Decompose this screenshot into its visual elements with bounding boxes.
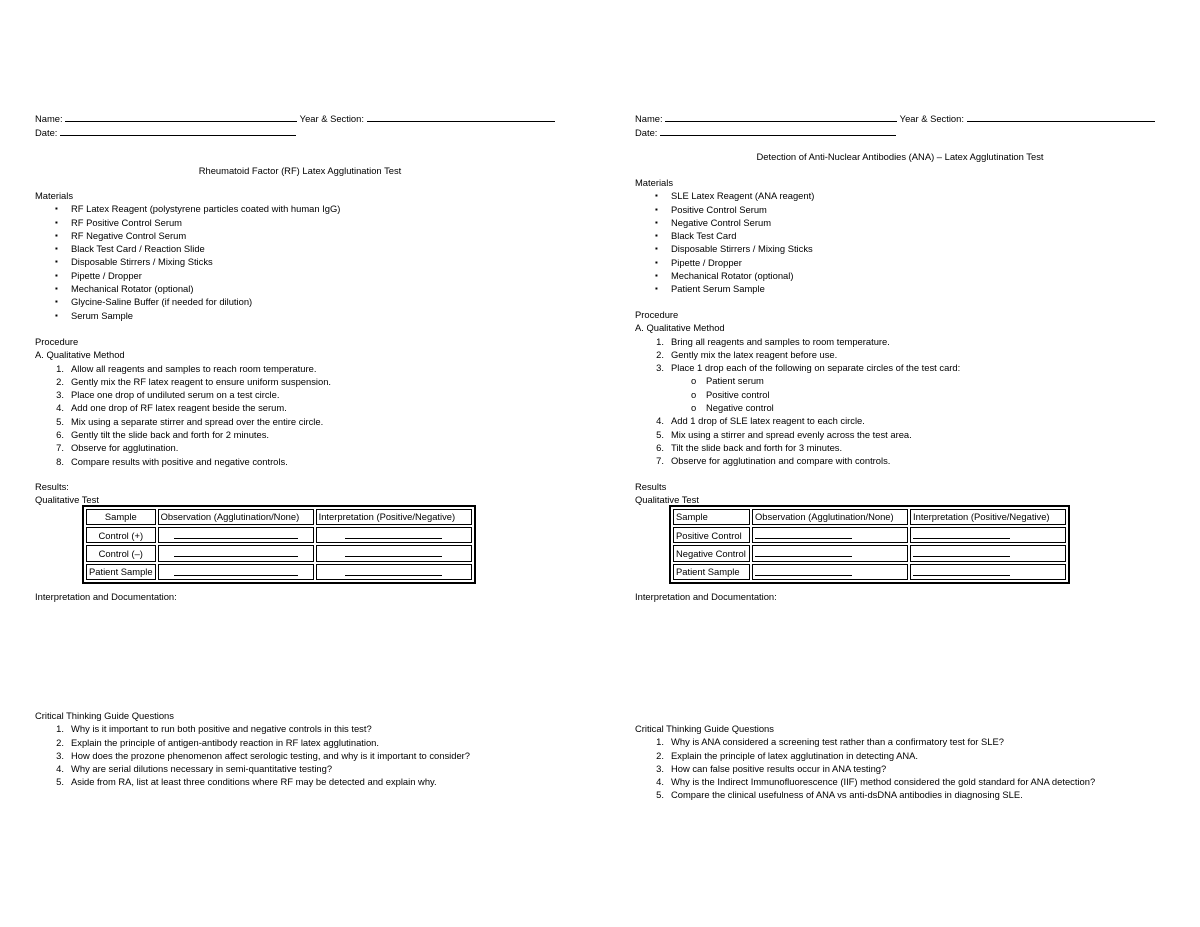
list-item: ▪ Glycine-Saline Buffer (if needed for dilution) [35, 295, 565, 308]
results-table [82, 505, 476, 584]
materials-list [35, 202, 565, 322]
questions-list [35, 722, 565, 788]
questions-list [635, 735, 1165, 801]
list-item: 2. Explain the principle of antigen-antibody reaction in RF latex agglutination. [56, 736, 380, 748]
list-item: ▪ Negative Control Serum [635, 216, 1165, 229]
list-item: ▪ Disposable Stirrers / Mixing Sticks [35, 255, 565, 268]
list-item: o Positive control [635, 388, 1165, 401]
list-item: ▪ Mechanical Rotator (optional) [635, 269, 1165, 282]
table-header-row [673, 509, 1066, 525]
list-item: 5. Mix using a stirrer and spread evenly across the test area. [656, 428, 912, 440]
list-item: ▪ Pipette / Dropper [635, 256, 1165, 269]
name-label: Name: [35, 113, 63, 124]
table-header-cell: Observation (Agglutination/None) [752, 509, 908, 525]
list-item: 6. Tilt the slide back and forth for 3 minutes. [656, 441, 843, 453]
list-item: 1. Why is ANA considered a screening test rather than a confirmatory test for SLE? [656, 736, 1004, 748]
qualitative-heading: Qualitative Test [35, 494, 99, 506]
list-item: ▪ Black Test Card [635, 229, 1165, 242]
procedure-section [635, 308, 1165, 468]
observation-cell[interactable] [158, 564, 314, 580]
list-item: ▪ Black Test Card / Reaction Slide [35, 242, 565, 255]
list-item: 7. Observe for agglutination. [56, 442, 179, 454]
qualitative-heading: Qualitative Test [635, 494, 699, 506]
results-table [669, 505, 1070, 584]
list-item: o Negative control [635, 401, 1165, 414]
procedure-section [35, 335, 565, 468]
table-row [86, 545, 472, 561]
sample-cell: Negative Control [673, 545, 750, 561]
interpretation-cell[interactable] [316, 527, 472, 543]
name-label: Name: [635, 113, 663, 124]
sample-cell: Control (–) [86, 545, 156, 561]
table-row [673, 545, 1066, 561]
interpretation-area[interactable] [35, 605, 565, 705]
critical-thinking-section [635, 722, 1165, 802]
sample-cell: Control (+) [86, 527, 156, 543]
list-item: 2. Explain the principle of latex agglutination in detecting ANA. [656, 749, 919, 761]
interpretation-area[interactable] [635, 605, 1165, 715]
interpretation-cell[interactable] [316, 545, 472, 561]
list-item: ▪ Pipette / Dropper [35, 269, 565, 282]
list-item: ▪ Patient Serum Sample [635, 282, 1165, 295]
list-item: 4. Add 1 drop of SLE latex reagent to each circle. [656, 415, 865, 427]
list-item: ▪ Serum Sample [35, 309, 565, 322]
interpretation-cell[interactable] [910, 564, 1066, 580]
table-header-cell: Interpretation (Positive/Negative) [910, 509, 1066, 525]
list-item: 4. Add one drop of RF latex reagent beside the serum. [56, 402, 287, 414]
observation-cell[interactable] [752, 545, 908, 561]
list-item: 3. How does the prozone phenomenon affect serologic testing, and why is it important to consider? [56, 749, 471, 761]
list-item: 7. Observe for agglutination and compare with controls. [656, 455, 891, 467]
year-section-label: Year & Section: [899, 113, 964, 124]
table-header-cell: Sample [673, 509, 750, 525]
table-header-row [86, 509, 472, 525]
observation-cell[interactable] [752, 564, 908, 580]
left-header [35, 111, 565, 140]
list-item: ▪ Positive Control Serum [635, 203, 1165, 216]
list-item: 2. Gently mix the latex reagent before use. [656, 348, 838, 360]
method-heading: A. Qualitative Method [635, 322, 725, 334]
table-row [86, 564, 472, 580]
procedure-steps [35, 362, 565, 468]
sub-steps [635, 374, 1165, 414]
date-field[interactable] [60, 125, 296, 136]
list-item: 1. Why is it important to run both positive and negative controls in this test? [56, 723, 372, 735]
procedure-steps-continued [635, 414, 1165, 467]
observation-cell[interactable] [752, 527, 908, 543]
right-worksheet [600, 0, 1200, 927]
date-label: Date: [635, 127, 658, 139]
year-section-field[interactable] [367, 111, 555, 122]
table-header-cell: Observation (Agglutination/None) [158, 509, 314, 525]
critical-thinking-heading: Critical Thinking Guide Questions [35, 710, 174, 721]
observation-cell[interactable] [158, 545, 314, 561]
sample-cell: Patient Sample [673, 564, 750, 580]
interpretation-heading: Interpretation and Documentation: [35, 591, 177, 602]
list-item: 1. Bring all reagents and samples to room temperature. [656, 335, 890, 347]
table-header-cell: Interpretation (Positive/Negative) [316, 509, 472, 525]
table-row [673, 527, 1066, 543]
sample-cell: Patient Sample [86, 564, 156, 580]
list-item: 1. Allow all reagents and samples to reach room temperature. [56, 362, 317, 374]
table-header-cell: Sample [86, 509, 156, 525]
list-item: ▪ SLE Latex Reagent (ANA reagent) [635, 189, 1165, 202]
worksheet-title: Detection of Anti-Nuclear Antibodies (ANA) – Latex Agglutination Test [756, 151, 1044, 162]
table-row [673, 564, 1066, 580]
list-item: 3. How can false positive results occur in ANA testing? [656, 762, 887, 774]
list-item: 3. Place 1 drop each of the following on separate circles of the test card: [656, 362, 961, 374]
sample-cell: Positive Control [673, 527, 750, 543]
interpretation-cell[interactable] [910, 545, 1066, 561]
list-item: 6. Gently tilt the slide back and forth for 2 minutes. [56, 429, 270, 441]
materials-heading: Materials [35, 190, 74, 201]
results-heading: Results: [35, 481, 69, 492]
list-item: 5. Compare the clinical usefulness of ANA vs anti-dsDNA antibodies in diagnosing SLE. [656, 789, 1023, 801]
list-item: 3. Place one drop of undiluted serum on a test circle. [56, 389, 280, 401]
year-section-field[interactable] [967, 111, 1155, 122]
list-item: ▪ RF Negative Control Serum [35, 229, 565, 242]
results-heading: Results [635, 481, 667, 492]
table-row [86, 527, 472, 543]
worksheet-title: Rheumatoid Factor (RF) Latex Agglutination Test [198, 165, 402, 176]
name-field[interactable] [665, 111, 897, 122]
procedure-heading: Procedure [35, 336, 79, 347]
materials-section [635, 176, 1165, 296]
method-heading: A. Qualitative Method [35, 349, 125, 361]
list-item: 4. Why is the Indirect Immunofluorescence (IIF) method considered the gold standard for ANA detection? [656, 776, 1096, 788]
list-item: 5. Mix using a separate stirrer and spread over the entire circle. [56, 415, 324, 427]
interpretation-cell[interactable] [316, 564, 472, 580]
list-item: o Patient serum [635, 374, 1165, 387]
procedure-heading: Procedure [635, 309, 679, 320]
year-section-label: Year & Section: [299, 113, 364, 124]
critical-thinking-heading: Critical Thinking Guide Questions [635, 723, 774, 734]
right-header [635, 111, 1165, 140]
interpretation-heading: Interpretation and Documentation: [635, 591, 777, 602]
interpretation-cell[interactable] [910, 527, 1066, 543]
date-field[interactable] [660, 125, 896, 136]
list-item: ▪ Disposable Stirrers / Mixing Sticks [635, 242, 1165, 255]
list-item: ▪ RF Latex Reagent (polystyrene particles coated with human IgG) [35, 202, 565, 215]
date-label: Date: [35, 127, 58, 139]
materials-heading: Materials [635, 177, 674, 188]
list-item: 5. Aside from RA, list at least three conditions where RF may be detected and explain why. [56, 776, 437, 788]
materials-section [35, 189, 565, 322]
results-section [635, 480, 1165, 507]
materials-list [635, 189, 1165, 295]
list-item: ▪ Mechanical Rotator (optional) [35, 282, 565, 295]
list-item: ▪ RF Positive Control Serum [35, 216, 565, 229]
list-item: 4. Why are serial dilutions necessary in semi-quantitative testing? [56, 763, 333, 775]
list-item: 2. Gently mix the RF latex reagent to ensure uniform suspension. [56, 375, 332, 387]
observation-cell[interactable] [158, 527, 314, 543]
critical-thinking-section [35, 709, 565, 789]
name-field[interactable] [65, 111, 297, 122]
results-section [35, 480, 565, 507]
procedure-steps [635, 335, 1165, 375]
list-item: 8. Compare results with positive and negative controls. [56, 455, 288, 467]
